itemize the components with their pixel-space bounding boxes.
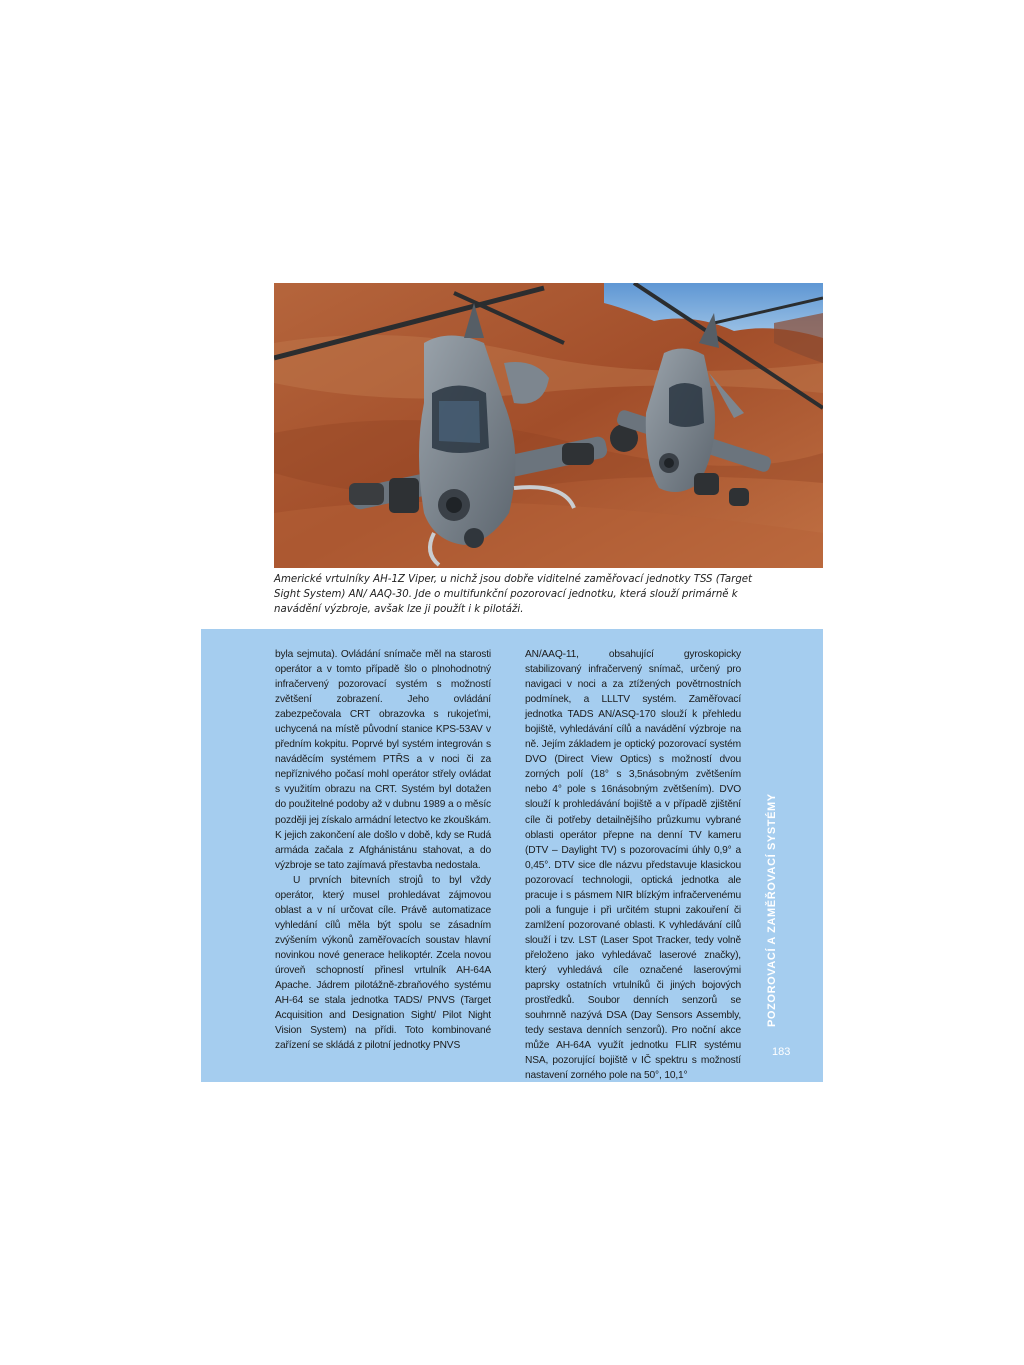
chapter-title: POZOROVACÍ A ZAMĚŘOVACÍ SYSTÉMY [766, 793, 778, 1027]
helicopter-photo [274, 283, 823, 568]
left-column [275, 647, 491, 1053]
paragraph: byla sejmuta). Ovládání snímače měl na starosti operátor a v tomto případě šlo o plnohodnotný infračervený pozorovací systém s možností zvětšení zobrazení. Jeho ovládání zabezpečovala CRT obrazovka s rukojeťmi, uchycená na místě původní stanice KPS-53AV v předním kokpitu. Poprvé byl systém integrován s naváděcím systémem PTŘS a v noci či za nepříznivého počasí mohl operátor střely ovládat s využitím obrazu na CRT. Systém byl dotažen do použitelné podoby až v dubnu 1989 a o měsíc později jej získalo armádní letectvo ke zkouškám. K jejich zakončení ale došlo v době, kdy se Rudá armáda začala z Afghánistánu stahovat, a do výzbroje se tato zajímavá přestavba nedostala. [275, 649, 491, 871]
right-column [525, 647, 741, 1083]
photo-caption: Americké vrtulníky AH-1Z Viper, u nichž jsou dobře viditelné zaměřovací jednotky TSS (Target Sight System) AN/ AAQ-30. Jde o multifunkční pozorovací jednotku, která slouží primárně k navádění výzbroje, avšak lze ji použít i k pilotáži. [274, 574, 753, 615]
page-number: 183 [772, 1046, 791, 1058]
paragraph: AN/AAQ-11, obsahující gyroskopicky stabilizovaný infračervený snímač, určený pro navigaci v noci a za ztížených povětrnostních podmínek, a LLLTV systém. Zaměřovací jednotka TADS AN/ASQ-170 slouží k přehledu bojiště, vyhledávání cílů a navádění výzbroje na ně. Jejím základem je optický pozorovací systém DVO (Direct View Optics) s možností dvou zorných polí (18° s 3,5násobným zvětšením nebo 4° pole s 16násobným zvětšením). DVO slouží k prohledávání bojiště a v případě zjištění cíle či potřeby detailnějšího průzkumu vybrané oblasti operátor přepne na denní TV kameru (DTV – Daylight TV) s pozorovacími úhly 0,9° a 0,45°. DTV sice dle názvu představuje klasickou pozorovací technologii, optická jednotka ale pracuje i s pásmem NIR blízkým infračervenému poli a funguje i při určitém stupni zakouření či zamlžení pozorované oblasti. K vyhledávání cílů slouží i tzv. LST (Laser Spot Tracker, tedy volně přeloženo jako vyhledávač laserové značky), který vyhledává cíle označené laserovými paprsky ostatních vrtulníků či jiných bojových prostředků. Soubor denních senzorů se souhrnně nazývá DSA (Day Sensors Assembly, tedy sestava denních senzorů). Pro noční akce může AH-64A využít jednotku FLIR systému NSA, pozorující bojiště v IČ spektru s možností nastavení zorného pole na 50°, 10,1° [525, 649, 741, 1082]
paragraph: U prvních bitevních strojů to byl vždy operátor, který musel prohledávat zájmovou oblast a v ní určovat cíle. Právě automatizace vyhledání cílů měla být spolu se zásadním zvýšením výkonů zaměřovacích soustav hlavní novinkou nové generace helikoptér. Zcela novou úroveň schopností přinesl vrtulník AH-64A Apache. Jádrem pilotážně-zbraňového systému AH-64 se stala jednotka TADS/ PNVS (Target Acquisition and Designation Sight/ Pilot Night Vision System) na přídi. Toto kombinované zařízení se skládá z pilotní jednotky PNVS [275, 874, 491, 1052]
